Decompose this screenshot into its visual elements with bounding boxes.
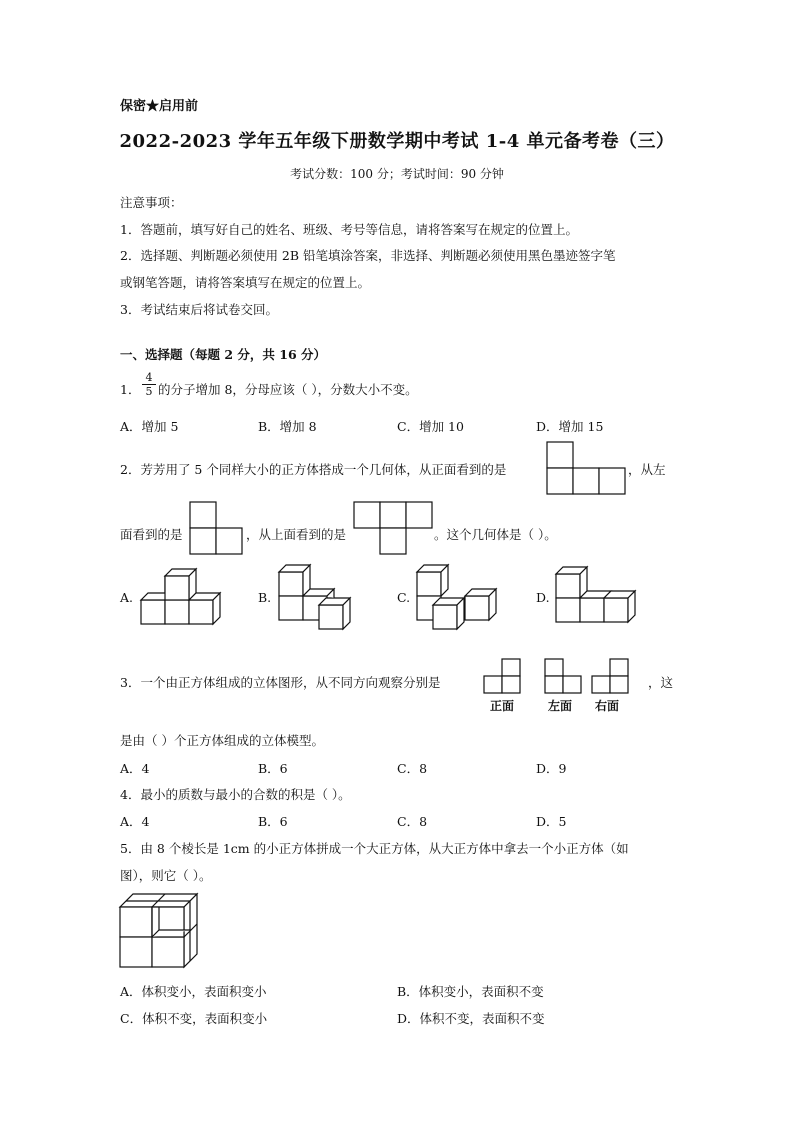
q5-text-b: 图），则它（ ）。 [120, 868, 212, 883]
q2-option-c-label[interactable]: C. [397, 590, 411, 605]
q1-option-b[interactable]: B．增加 8 [258, 419, 317, 434]
q2-left-view-figure [190, 502, 244, 554]
exam-title: 2022-2023 学年五年级下册数学期中考试 1-4 单元备考卷（三） [119, 131, 675, 152]
q4-option-a[interactable]: A．4 [120, 814, 150, 829]
q3-option-b[interactable]: B．6 [258, 761, 288, 776]
exam-meta: 考试分数：100 分；考试时间：90 分钟 [290, 167, 504, 181]
q5-text-a: 5．由 8 个棱长是 1cm 的小正方体拼成一个大正方体，从大正方体中拿去一个小正方体（如 [120, 841, 629, 856]
q1-text: 的分子增加 8，分母应该（ ），分数大小不变。 [158, 382, 418, 397]
q5-option-a[interactable]: A．体积变小，表面积变小 [120, 984, 267, 999]
q2-text-e: 。这个几何体是（ ）。 [434, 527, 557, 542]
q3-option-a[interactable]: A．4 [120, 761, 150, 776]
q2-option-b-label[interactable]: B. [258, 590, 272, 605]
q2-option-c-figure[interactable] [416, 563, 501, 631]
q3-text-a: 3．一个由正方体组成的立体图形，从不同方向观察分别是 [120, 675, 441, 690]
q2-top-view-figure [354, 502, 434, 554]
q3-left-view-figure [545, 659, 583, 695]
q1-fraction [142, 371, 156, 398]
q4-option-c[interactable]: C．8 [397, 814, 428, 829]
note-item: 1．答题前，填写好自己的姓名、班级、考号等信息，请将答案写在规定的位置上。 [120, 222, 578, 237]
q2-option-d-label[interactable]: D. [536, 590, 550, 605]
q2-text-b: ，从左 [628, 462, 666, 477]
q3-view-label-right: 右面 [595, 699, 620, 713]
q2-option-a-figure[interactable] [140, 568, 235, 628]
q2-option-b-figure[interactable] [278, 563, 363, 631]
q3-right-view-figure [592, 659, 630, 695]
q3-text-c: 是由（ ）个正方体组成的立体模型。 [120, 733, 324, 748]
note-item: 或钢笔答题，请将答案填写在规定的位置上。 [120, 275, 371, 290]
q1-number: 1． [120, 382, 141, 397]
section-heading: 一、选择题（每题 2 分，共 16 分） [120, 347, 327, 362]
q5-option-c[interactable]: C．体积不变，表面积变小 [120, 1011, 268, 1026]
q1-option-a[interactable]: A．增加 5 [120, 419, 179, 434]
q1-option-c[interactable]: C．增加 10 [397, 419, 464, 434]
q4-option-d[interactable]: D．5 [536, 814, 567, 829]
q2-text-c: 面看到的是 [120, 527, 183, 542]
q2-option-a-label[interactable]: A. [120, 590, 134, 605]
q1-numerator: 4 [142, 371, 156, 385]
q5-option-b[interactable]: B．体积变小，表面积不变 [397, 984, 544, 999]
q3-view-label-left: 左面 [548, 699, 573, 713]
notes-heading: 注意事项： [120, 195, 183, 210]
q1-denominator: 5 [145, 385, 153, 398]
q4-option-b[interactable]: B．6 [258, 814, 288, 829]
q1-option-d[interactable]: D．增加 15 [536, 419, 604, 434]
confidential-label: 保密★启用前 [120, 99, 199, 114]
q3-option-c[interactable]: C．8 [397, 761, 428, 776]
q2-front-view-figure [547, 442, 627, 494]
q2-text-a: 2．芳芳用了 5 个同样大小的正方体搭成一个几何体，从正面看到的是 [120, 462, 507, 477]
q5-cube-figure [119, 892, 201, 970]
q3-front-view-figure [484, 659, 522, 695]
q3-option-d[interactable]: D．9 [536, 761, 567, 776]
note-item: 2．选择题、判断题必须使用 2B 铅笔填涂答案，非选择、判断题必须使用黑色墨迹签字笔 [120, 248, 616, 263]
q5-option-d[interactable]: D．体积不变，表面积不变 [397, 1011, 545, 1026]
q3-view-label-front: 正面 [490, 699, 515, 713]
q4-text: 4．最小的质数与最小的合数的积是（ ）。 [120, 787, 351, 802]
note-item: 3．考试结束后将试卷交回。 [120, 302, 278, 317]
q2-text-d: ，从上面看到的是 [246, 527, 347, 542]
q3-text-b: ，这 [648, 675, 674, 690]
q2-option-d-figure[interactable] [555, 565, 645, 627]
